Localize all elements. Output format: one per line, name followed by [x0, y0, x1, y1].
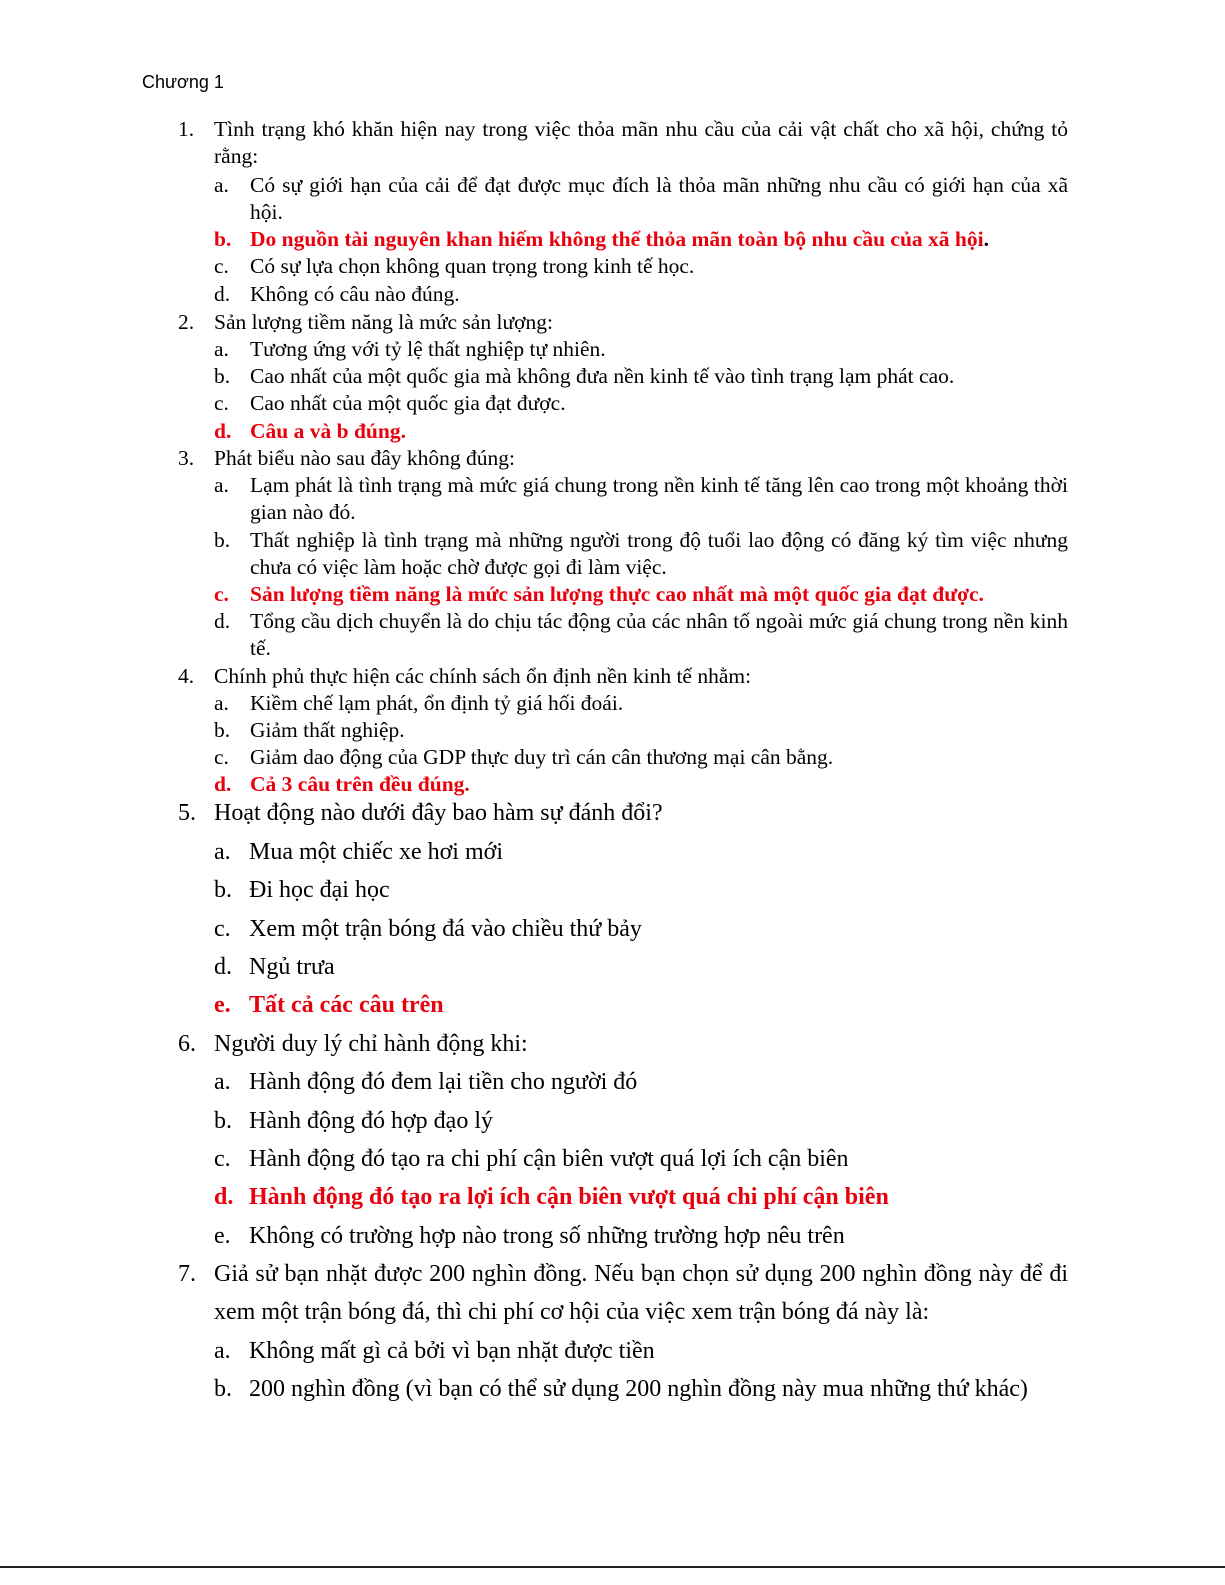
- option-text: Đi học đại học: [249, 877, 390, 903]
- option-letter: d.: [214, 419, 232, 443]
- option-text: Sản lượng tiềm năng là mức sản lượng thực cao nhất mà một quốc gia đạt được.: [250, 582, 984, 606]
- option-letter: c.: [214, 1146, 231, 1172]
- option-letter: a.: [214, 1069, 231, 1095]
- question-number: 6.: [178, 1031, 196, 1057]
- option-3d: [214, 608, 1068, 662]
- option-1b-correct: [214, 226, 1068, 253]
- option-7a: [178, 1332, 1068, 1370]
- option-letter: a.: [214, 473, 229, 497]
- option-5c: [178, 910, 1068, 948]
- option-letter: c.: [214, 745, 229, 769]
- option-text: 200 nghìn đồng (vì bạn có thể sử dụng 200 nghìn đồng này mua những thứ khác): [249, 1376, 1028, 1402]
- option-text: Cao nhất của một quốc gia đạt được.: [250, 391, 566, 415]
- question-number: 3.: [178, 446, 195, 470]
- option-6a: [178, 1063, 1068, 1101]
- option-4c: [214, 744, 1068, 771]
- question-2: [178, 309, 1068, 336]
- option-text: Cao nhất của một quốc gia mà không đưa nền kinh tế vào tình trạng lạm phát cao.: [250, 364, 955, 388]
- option-text: Không mất gì cả bởi vì bạn nhặt được tiền: [249, 1338, 655, 1364]
- question-number: 2.: [178, 310, 195, 334]
- option-letter: a.: [214, 839, 231, 865]
- option-text: Có sự lựa chọn không quan trọng trong kinh tế học.: [250, 254, 695, 278]
- option-letter: a.: [214, 1338, 231, 1364]
- option-text: Có sự giới hạn của cải để đạt được mục đích là thỏa mãn những nhu cầu có giới hạn của xã hội.: [250, 173, 1068, 224]
- option-text: Lạm phát là tình trạng mà mức giá chung trong nền kinh tế tăng lên cao trong một khoảng thời gian nào đó.: [250, 473, 1068, 524]
- option-1d: [214, 281, 1068, 308]
- option-letter: b.: [214, 1376, 232, 1402]
- option-text: Do nguồn tài nguyên khan hiếm không thể thỏa mãn toàn bộ nhu cầu của xã hội: [250, 227, 984, 251]
- option-letter: d.: [214, 772, 232, 796]
- option-text: Thất nghiệp là tình trạng mà những người trong độ tuổi lao động có đăng ký tìm việc nhưng chưa có việc làm hoặc chờ được gọi đi làm việc.: [250, 528, 1068, 579]
- question-number: 5.: [178, 800, 196, 826]
- question-6: [178, 1025, 1068, 1063]
- option-5d: [178, 948, 1068, 986]
- question-text: Sản lượng tiềm năng là mức sản lượng:: [214, 310, 553, 334]
- option-text: Không có câu nào đúng.: [250, 282, 460, 306]
- question-text: Chính phủ thực hiện các chính sách ổn định nền kinh tế nhằm:: [214, 664, 752, 688]
- option-text: Câu a và b đúng.: [250, 419, 406, 443]
- option-4b: [214, 717, 1068, 744]
- option-text: Hành động đó tạo ra chi phí cận biên vượt quá lợi ích cận biên: [249, 1146, 849, 1172]
- option-text: Cả 3 câu trên đều đúng.: [250, 772, 470, 796]
- option-letter: d.: [214, 609, 231, 633]
- option-6e: [178, 1217, 1068, 1255]
- option-text: Tổng cầu dịch chuyển là do chịu tác động của các nhân tố ngoài mức giá chung trong nền kinh tế.: [250, 609, 1068, 660]
- option-text: Hành động đó tạo ra lợi ích cận biên vượt quá chi phí cận biên: [249, 1184, 889, 1210]
- question-number: 7.: [178, 1261, 196, 1287]
- option-6c: [178, 1140, 1068, 1178]
- option-7b: [178, 1370, 1068, 1408]
- option-text: Xem một trận bóng đá vào chiều thứ bảy: [249, 916, 642, 942]
- option-5a: [178, 833, 1068, 871]
- option-text: Giảm thất nghiệp.: [250, 718, 405, 742]
- option-text: Ngủ trưa: [249, 954, 335, 980]
- option-text: Kiềm chế lạm phát, ổn định tỷ giá hối đoái.: [250, 691, 624, 715]
- option-letter: b.: [214, 227, 232, 251]
- option-6b: [178, 1102, 1068, 1140]
- option-text: Mua một chiếc xe hơi mới: [249, 839, 503, 865]
- option-text: Không có trường hợp nào trong số những trường hợp nêu trên: [249, 1223, 845, 1249]
- option-letter: d.: [214, 282, 231, 306]
- option-letter: a.: [214, 337, 229, 361]
- option-text: Hành động đó đem lại tiền cho người đó: [249, 1069, 638, 1095]
- option-6d-correct: [178, 1178, 1068, 1216]
- option-3a: [214, 472, 1068, 526]
- question-text: Tình trạng khó khăn hiện nay trong việc thỏa mãn nhu cầu của cải vật chất cho xã hội, chứng tỏ rằng:: [214, 117, 1068, 168]
- option-letter: c.: [214, 582, 229, 606]
- option-letter: c.: [214, 916, 231, 942]
- option-letter: b.: [214, 364, 231, 388]
- option-letter: b.: [214, 1108, 232, 1134]
- question-1: [178, 116, 1068, 170]
- option-letter: b.: [214, 528, 231, 552]
- option-text: Tương ứng với tỷ lệ thất nghiệp tự nhiên.: [250, 337, 606, 361]
- option-letter: b.: [214, 718, 231, 742]
- option-letter: e.: [214, 992, 231, 1018]
- question-text: Người duy lý chỉ hành động khi:: [214, 1031, 528, 1057]
- question-text: Giả sử bạn nhặt được 200 nghìn đồng. Nếu bạn chọn sử dụng 200 nghìn đồng này để đi xem một trận bóng đá, thì chi phí cơ hội của việc xem trận bóng đá này là:: [214, 1261, 1068, 1325]
- page-bottom-rule: [0, 1566, 1225, 1568]
- question-text: Hoạt động nào dưới đây bao hàm sự đánh đổi?: [214, 800, 663, 826]
- question-5: [178, 794, 1068, 832]
- option-1c: [214, 253, 1068, 280]
- option-letter: a.: [214, 691, 229, 715]
- option-2b: [214, 363, 1068, 390]
- question-7: [178, 1255, 1068, 1331]
- option-letter: a.: [214, 173, 229, 197]
- question-3: [178, 445, 1068, 472]
- question-4: [178, 663, 1068, 690]
- option-letter: d.: [214, 954, 232, 980]
- option-suffix: .: [983, 227, 989, 251]
- option-letter: b.: [214, 877, 232, 903]
- option-letter: e.: [214, 1223, 231, 1249]
- option-letter: c.: [214, 391, 229, 415]
- option-letter: c.: [214, 254, 229, 278]
- option-3b: [214, 527, 1068, 581]
- option-text: Hành động đó hợp đạo lý: [249, 1108, 493, 1134]
- option-2c: [214, 390, 1068, 417]
- option-1a: [214, 172, 1068, 226]
- option-4a: [214, 690, 1068, 717]
- option-2a: [214, 336, 1068, 363]
- page-heading: Chương 1: [142, 72, 224, 92]
- option-5e-correct: [178, 986, 1068, 1024]
- question-number: 4.: [178, 664, 195, 688]
- option-3c-correct: [214, 581, 1068, 608]
- option-2d-correct: [214, 418, 1068, 445]
- question-number: 1.: [178, 117, 195, 141]
- option-text: Giảm dao động của GDP thực duy trì cán cân thương mại cân bằng.: [250, 745, 834, 769]
- option-5b: [178, 871, 1068, 909]
- question-text: Phát biểu nào sau đây không đúng:: [214, 446, 515, 470]
- option-text: Tất cả các câu trên: [249, 992, 444, 1018]
- option-letter: d.: [214, 1184, 234, 1210]
